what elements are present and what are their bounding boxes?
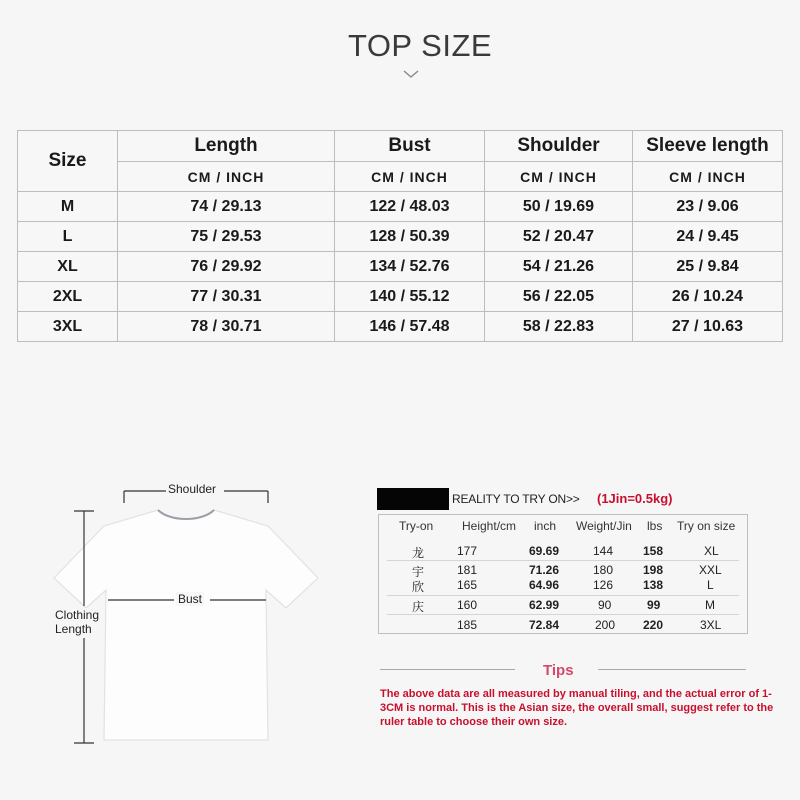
tryon-lbs: 99 bbox=[647, 598, 661, 612]
tryon-weight: 200 bbox=[595, 618, 616, 632]
tryon-inch: 72.84 bbox=[529, 618, 560, 632]
tips-text: The above data are all measured by manual tiling, and the actual error of 1-3CM is normal. This is the Asian size, the overall small, suggest refer to the ruler table to choose their own size. bbox=[380, 688, 774, 728]
table-row bbox=[18, 222, 783, 252]
size-cell: M bbox=[18, 192, 118, 222]
tryon-size: M bbox=[705, 598, 715, 612]
table-row bbox=[18, 192, 783, 222]
table-cell: 52 / 20.47 bbox=[485, 222, 633, 252]
length-label-line2: Length bbox=[55, 622, 92, 636]
tryon-weight: 180 bbox=[593, 563, 614, 577]
shoulder-label: Shoulder bbox=[168, 482, 217, 496]
unit-label: CM / INCH bbox=[485, 162, 633, 192]
tryon-inch: 64.96 bbox=[529, 578, 560, 592]
tryon-size: 3XL bbox=[700, 618, 722, 632]
column-header-length: Length bbox=[118, 131, 335, 162]
table-cell: 25 / 9.84 bbox=[633, 252, 783, 282]
table-cell: 134 / 52.76 bbox=[335, 252, 485, 282]
tryon-table bbox=[378, 514, 748, 634]
table-cell: 75 / 29.53 bbox=[118, 222, 335, 252]
table-row bbox=[18, 312, 783, 342]
table-cell: 54 / 21.26 bbox=[485, 252, 633, 282]
jin-note: (1Jin=0.5kg) bbox=[597, 491, 673, 506]
table-cell: 128 / 50.39 bbox=[335, 222, 485, 252]
tryon-name: 庆 bbox=[412, 600, 425, 614]
table-cell: 74 / 29.13 bbox=[118, 192, 335, 222]
length-label-line1: Clothing bbox=[55, 608, 100, 622]
table-cell: 56 / 22.05 bbox=[485, 282, 633, 312]
redacted-box bbox=[377, 488, 449, 510]
tryon-header: Try-on bbox=[399, 519, 434, 533]
table-cell: 122 / 48.03 bbox=[335, 192, 485, 222]
table-cell: 50 / 19.69 bbox=[485, 192, 633, 222]
size-column-header: Size bbox=[18, 131, 118, 192]
table-cell: 26 / 10.24 bbox=[633, 282, 783, 312]
table-cell: 146 / 57.48 bbox=[335, 312, 485, 342]
table-row bbox=[18, 252, 783, 282]
size-cell: 3XL bbox=[18, 312, 118, 342]
tips-divider-left bbox=[380, 669, 515, 670]
tryon-heading: REALITY TO TRY ON>> bbox=[452, 492, 580, 506]
table-cell: 23 / 9.06 bbox=[633, 192, 783, 222]
size-cell: XL bbox=[18, 252, 118, 282]
table-cell: 78 / 30.71 bbox=[118, 312, 335, 342]
tryon-name: 宇 bbox=[412, 565, 425, 579]
tryon-header: Try on size bbox=[677, 519, 736, 533]
tryon-inch: 71.26 bbox=[529, 563, 560, 577]
size-cell: L bbox=[18, 222, 118, 252]
unit-label: CM / INCH bbox=[633, 162, 783, 192]
tryon-inch: 62.99 bbox=[529, 598, 560, 612]
table-cell: 77 / 30.31 bbox=[118, 282, 335, 312]
tryon-name: 欣 bbox=[412, 580, 425, 594]
table-cell: 76 / 29.92 bbox=[118, 252, 335, 282]
tips-title: Tips bbox=[543, 662, 574, 679]
tryon-height: 177 bbox=[457, 544, 478, 558]
tryon-lbs: 198 bbox=[643, 563, 664, 577]
tryon-header: Weight/Jin bbox=[576, 519, 632, 533]
tryon-size: L bbox=[707, 578, 714, 592]
table-cell: 58 / 22.83 bbox=[485, 312, 633, 342]
column-header-shoulder: Shoulder bbox=[485, 131, 633, 162]
tryon-height: 185 bbox=[457, 618, 478, 632]
size-table bbox=[17, 130, 783, 342]
unit-label: CM / INCH bbox=[118, 162, 335, 192]
tryon-height: 181 bbox=[457, 563, 478, 577]
table-cell: 140 / 55.12 bbox=[335, 282, 485, 312]
table-row bbox=[18, 282, 783, 312]
bust-label: Bust bbox=[178, 592, 203, 606]
tryon-inch: 69.69 bbox=[529, 544, 560, 558]
tryon-height: 160 bbox=[457, 598, 478, 612]
table-cell: 24 / 9.45 bbox=[633, 222, 783, 252]
row-divider bbox=[387, 614, 739, 615]
tryon-header: Height/cm bbox=[462, 519, 517, 533]
tryon-weight: 144 bbox=[593, 544, 614, 558]
tryon-lbs: 138 bbox=[643, 578, 664, 592]
unit-label: CM / INCH bbox=[335, 162, 485, 192]
tryon-lbs: 220 bbox=[643, 618, 664, 632]
row-divider bbox=[387, 560, 739, 561]
row-divider bbox=[387, 595, 739, 596]
tryon-weight: 126 bbox=[593, 578, 614, 592]
chevron-down-icon bbox=[402, 68, 420, 80]
tryon-header: inch bbox=[534, 519, 557, 533]
tryon-name: 龙 bbox=[412, 546, 425, 560]
tryon-size: XL bbox=[704, 544, 719, 558]
tips-divider-right bbox=[598, 669, 746, 670]
tryon-weight: 90 bbox=[598, 598, 612, 612]
tryon-lbs: 158 bbox=[643, 544, 664, 558]
column-header-sleeve-length: Sleeve length bbox=[633, 131, 783, 162]
tryon-height: 165 bbox=[457, 578, 478, 592]
tryon-header: lbs bbox=[647, 519, 663, 533]
column-header-bust: Bust bbox=[335, 131, 485, 162]
page-title: TOP SIZE bbox=[347, 28, 493, 63]
size-cell: 2XL bbox=[18, 282, 118, 312]
table-cell: 27 / 10.63 bbox=[633, 312, 783, 342]
tryon-size: XXL bbox=[699, 563, 722, 577]
